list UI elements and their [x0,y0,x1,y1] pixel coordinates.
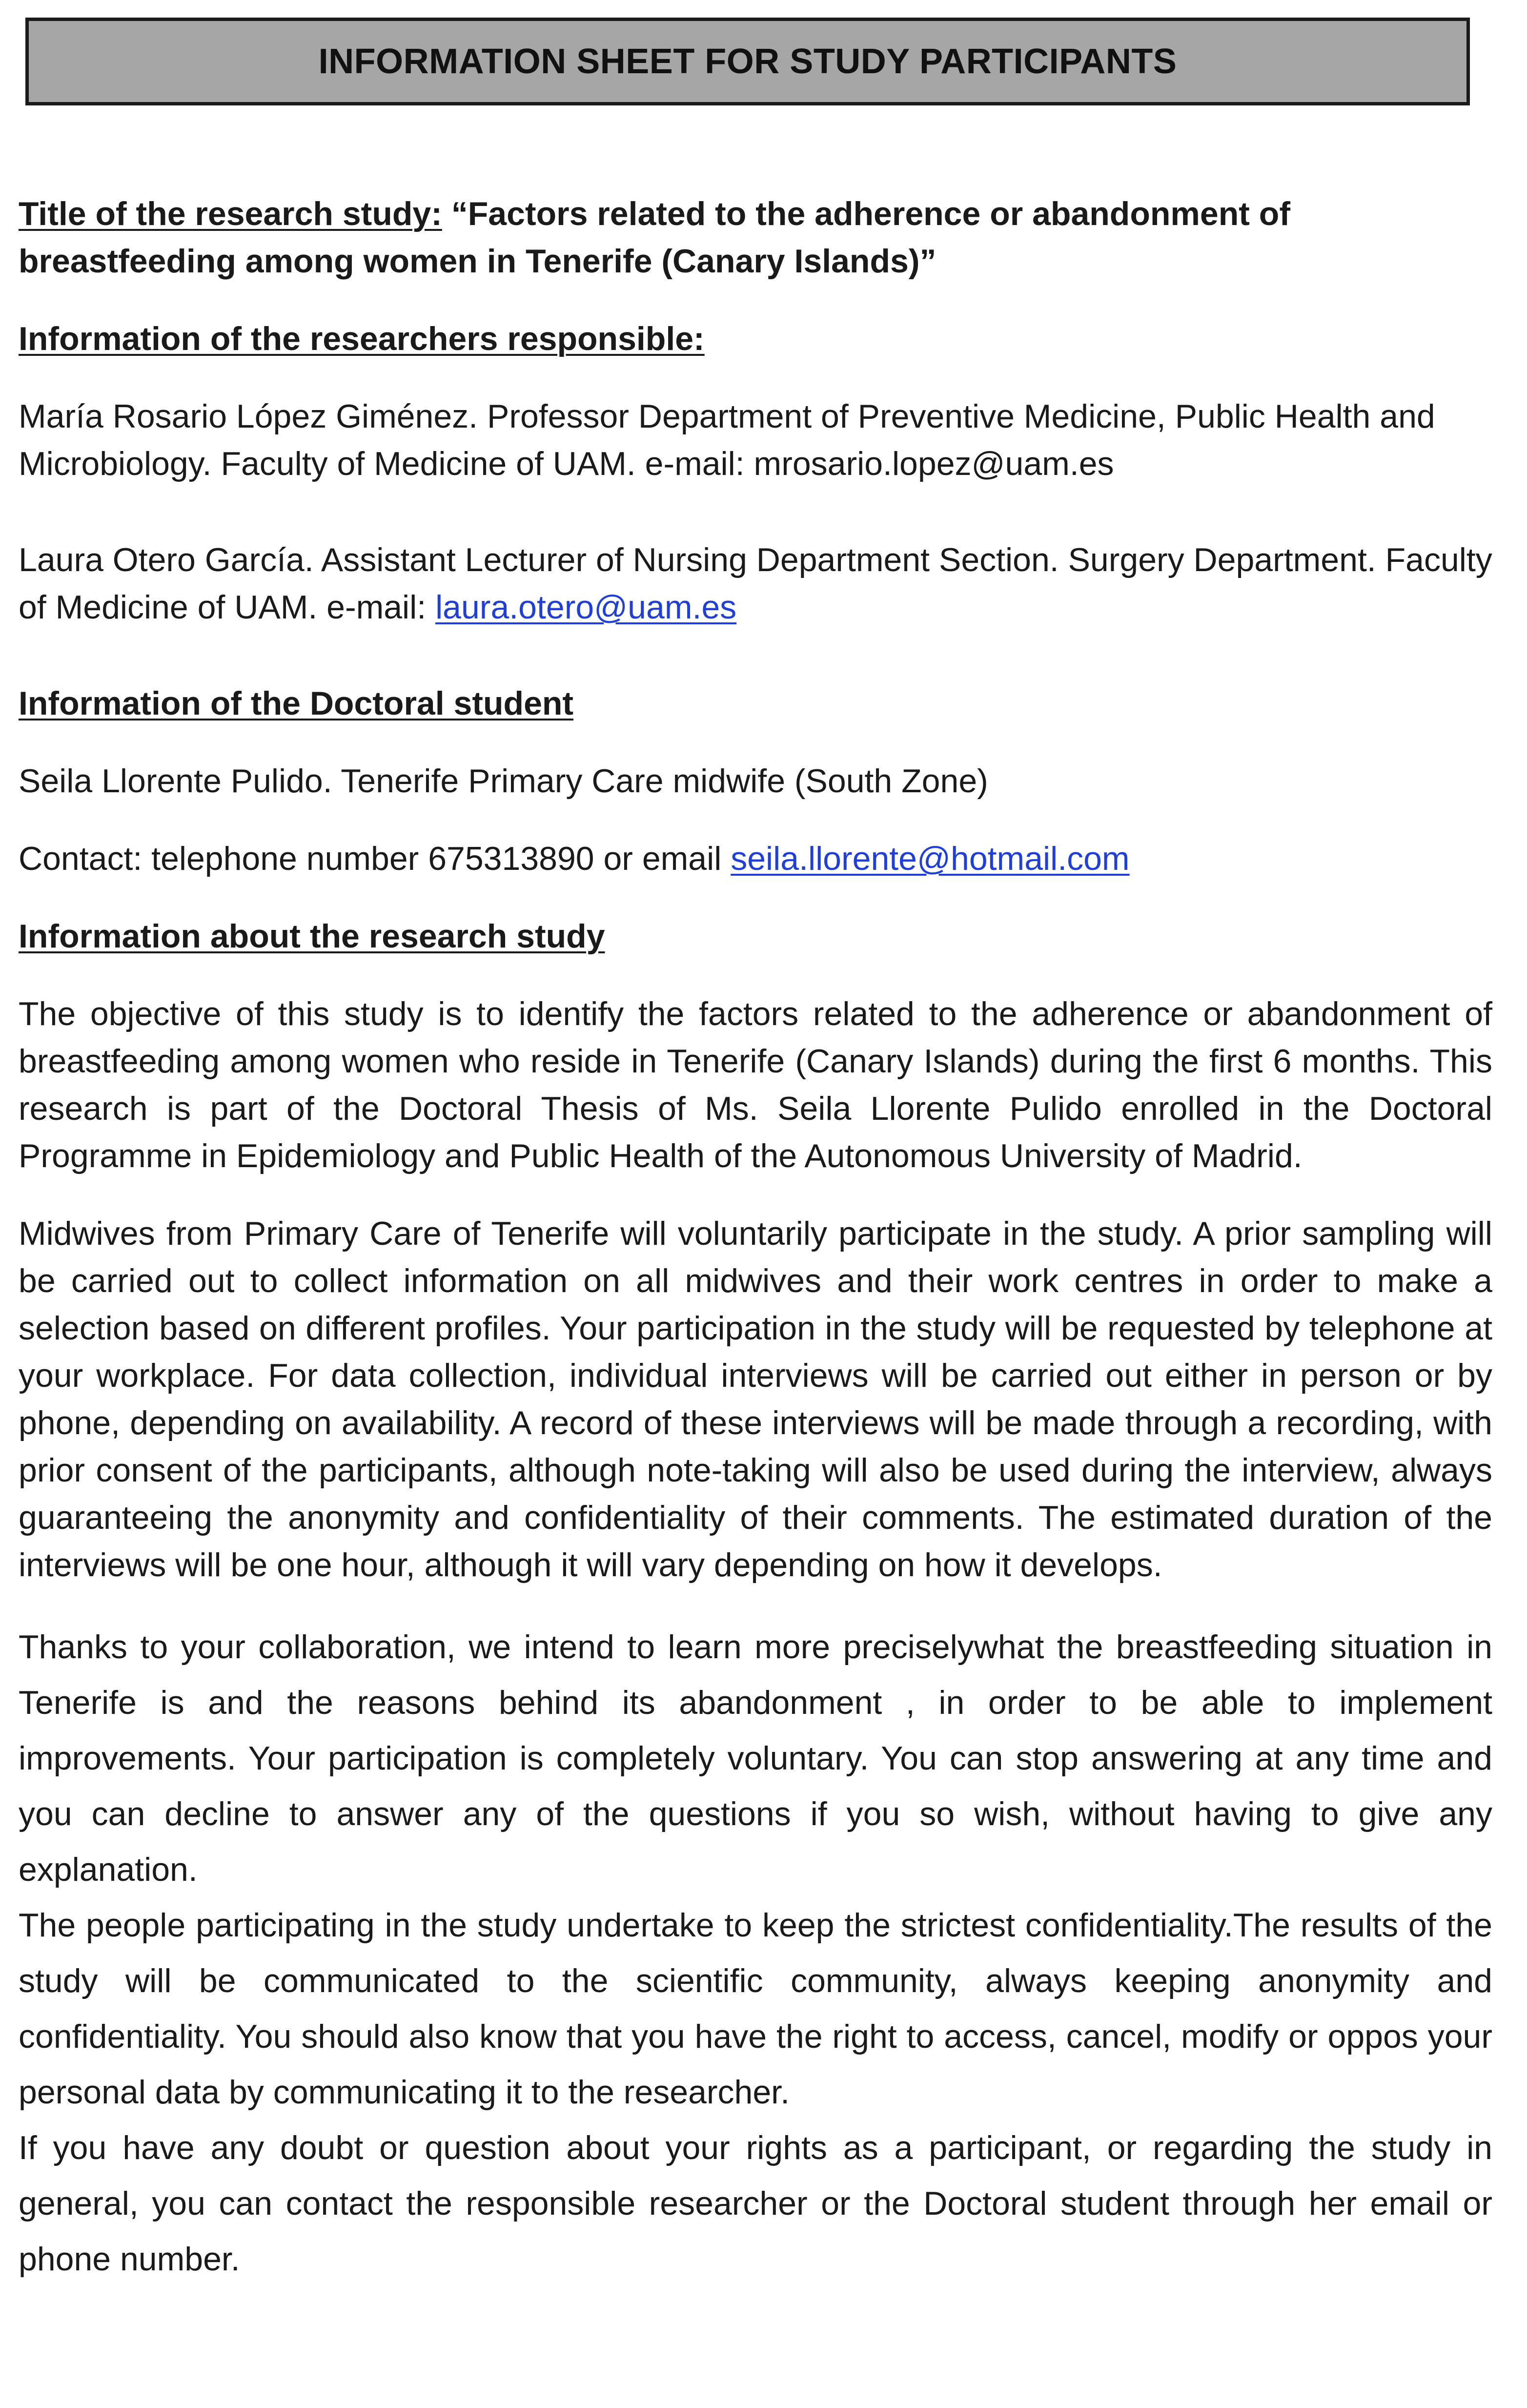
researcher-2-email-link[interactable]: laura.otero@uam.es [435,589,737,626]
doctoral-contact [19,835,1492,883]
doctoral-contact-text: Contact: telephone number 675313890 or email [19,840,731,877]
study-title-text: “Factors related to the adherence or abandonment of breastfeeding among women in Tenerife (Canary Islands)” [19,195,1290,280]
doctoral-name-line: Seila Llorente Pulido. Tenerife Primary Care midwife (South Zone) [19,762,988,800]
study-title-label: Title of the research study: [19,195,442,232]
study-title [19,190,1492,285]
about-paragraph-2: Midwives from Primary Care of Tenerife will voluntarily participate in the study. A prior sampling will be carried out to collect information on all midwives and their work centres in order to make a selection based on different profiles. Your participation in the study will be requested by telephone at your workplace. For data collection, individual interviews will be carried out either in person or by phone, depending on availability. A record of these interviews will be made through a recording, with prior consent of the participants, although note-taking will also be used during the interview, always guaranteeing the anonymity and confidentiality of their comments. The estimated duration of the interviews will be one hour, although it will vary depending on how it develops. [19,1215,1492,1584]
doctoral-heading: Information of the Doctoral student [19,685,574,722]
document-body [19,190,1492,2287]
researcher-1: María Rosario López Giménez. Professor Department of Preventive Medicine, Public Health and Microbiology. Faculty of Medicine of UAM. e-mail: mrosario.lopez@uam.es [19,398,1435,482]
about-paragraph-5: If you have any doubt or question about your rights as a participant, or regarding the study in general, you can contact the responsible researcher or the Doctoral student through her email or phone number. [19,2129,1492,2278]
researcher-2 [19,536,1492,631]
about-paragraph-4: The people participating in the study undertake to keep the strictest confidentiality.The results of the study will be communicated to the scientific community, always keeping anonymity and confidentiality. You should also know that you have the right to access, cancel, modify or oppos your personal data by communicating it to the researcher. [19,1907,1492,2111]
researcher-2-text: Laura Otero García. Assistant Lecturer of Nursing Department Section. Surgery Department. Faculty of Medicine of UAM. e-mail: [19,541,1492,626]
doctoral-email-link[interactable]: seila.llorente@hotmail.com [731,840,1130,877]
header-banner [25,18,1470,105]
about-heading: Information about the research study [19,918,605,955]
page-title: INFORMATION SHEET FOR STUDY PARTICIPANTS [318,42,1177,81]
researchers-heading: Information of the researchers responsible: [19,320,705,357]
about-paragraph-3: Thanks to your collaboration, we intend to learn more preciselywhat the breastfeeding situation in Tenerife is and the reasons behind its abandonment , in order to be able to implement improvements. Your participation is completely voluntary. You can stop answering at any time and you can decline to answer any of the questions if you so wish, without having to give any explanation. [19,1628,1492,1888]
about-paragraph-1: The objective of this study is to identify the factors related to the adherence or abandonment of breastfeeding among women who reside in Tenerife (Canary Islands) during the first 6 months. This research is part of the Doctoral Thesis of Ms. Seila Llorente Pulido enrolled in the Doctoral Programme in Epidemiology and Public Health of the Autonomous University of Madrid. [19,995,1492,1174]
